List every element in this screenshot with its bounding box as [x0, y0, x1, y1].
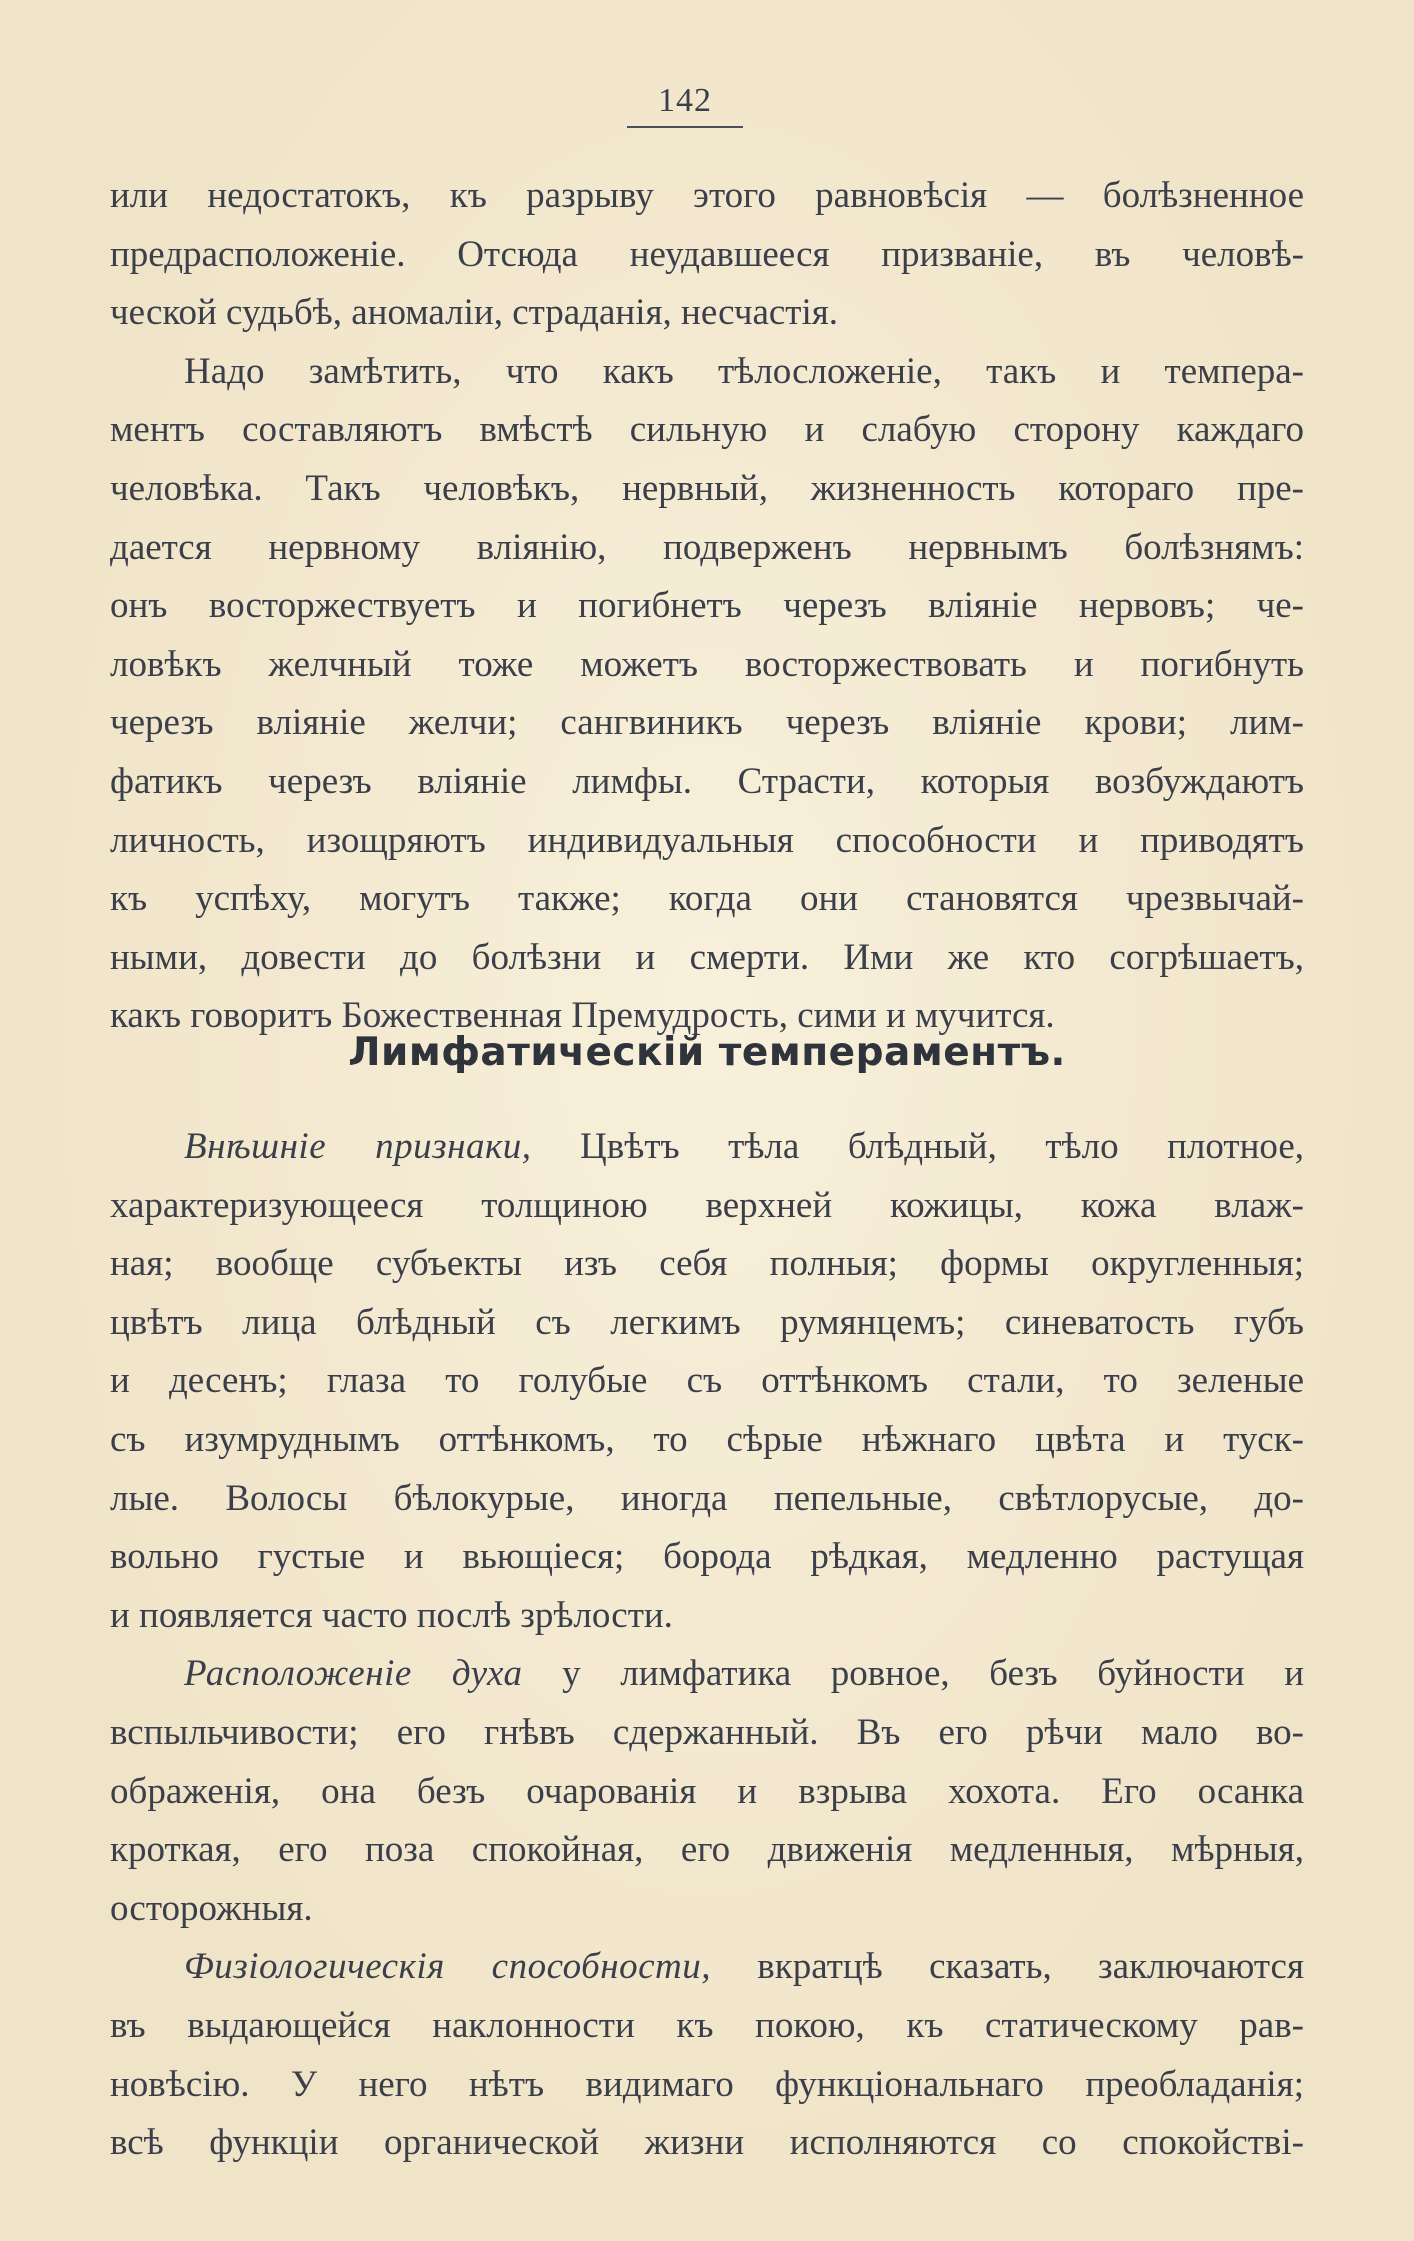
- text-line: съ изумруднымъ оттѣнкомъ, то сѣрые нѣжнаго цвѣта и туск-: [110, 1418, 1304, 1460]
- text-line: и появляется часто послѣ зрѣлости.: [110, 1594, 673, 1636]
- text-fragment: у лимфатика ровное, безъ буйности и: [522, 1653, 1304, 1695]
- text-line: вольно густые и вьющіеся; борода рѣдкая, медленно растущая: [110, 1536, 1304, 1578]
- text-line: вспыльчивости; его гнѣвъ сдержанный. Въ его рѣчи мало во-: [110, 1711, 1304, 1753]
- text-line: фатикъ черезъ вліяніе лимфы. Страсти, которыя возбуждаютъ: [110, 760, 1304, 802]
- text-line: дается нервному вліянію, подверженъ нервнымъ болѣзнямъ:: [110, 526, 1304, 568]
- text-line: [110, 1938, 1304, 1997]
- text-line: ображенія, она безъ очарованія и взрыва хохота. Его осанка: [110, 1770, 1304, 1812]
- text-line: ными, довести до болѣзни и смерти. Ими же кто согрѣшаетъ,: [110, 936, 1304, 978]
- text-line: Надо замѣтить, что какъ тѣлосложеніе, такъ и темпера-: [184, 350, 1304, 392]
- text-line: къ успѣху, могутъ также; когда они становятся чрезвычай-: [110, 878, 1304, 920]
- text-block-top: [110, 167, 1304, 1046]
- text-line: осторожныя.: [110, 1887, 313, 1929]
- italic-term: Внѣшніе признаки,: [184, 1126, 532, 1167]
- text-line: ная; вообще субъекты изъ себя полныя; формы округленныя;: [110, 1243, 1304, 1285]
- text-block-bottom: [110, 1118, 1304, 2173]
- text-line: или недостатокъ, къ разрыву этого равновѣсія — болѣзненное: [110, 175, 1304, 216]
- page-number: 142: [627, 82, 743, 128]
- text-line: какъ говоритъ Божественная Премудрость, сими и мучится.: [110, 995, 1055, 1037]
- text-line: ческой судьбѣ, аномаліи, страданія, несчастія.: [110, 292, 839, 334]
- italic-term: Расположеніе духа: [184, 1653, 523, 1695]
- text-fragment: Цвѣтъ тѣла блѣдный, тѣло плотное,: [531, 1126, 1304, 1167]
- section-heading: Лимфатическій темпераментъ.: [348, 1030, 1066, 1075]
- text-line: человѣка. Такъ человѣкъ, нервный, жизненность котораго пре-: [110, 467, 1304, 509]
- text-line: всѣ функціи органической жизни исполняются со спокойстві-: [110, 2122, 1304, 2164]
- text-line: [110, 1118, 1304, 1177]
- text-line: [110, 1645, 1304, 1704]
- text-line: личность, изощряютъ индивидуальныя способности и приводятъ: [110, 819, 1304, 861]
- text-line: лые. Волосы бѣлокурые, иногда пепельные, свѣтлорусые, до-: [110, 1477, 1304, 1519]
- text-line: ловѣкъ желчный тоже можетъ восторжествовать и погибнуть: [110, 643, 1304, 685]
- text-line: и десенъ; глаза то голубые съ оттѣнкомъ стали, то зеленые: [110, 1360, 1304, 1402]
- text-line: черезъ вліяніе желчи; сангвиникъ черезъ вліяніе крови; лим-: [110, 702, 1304, 744]
- text-line: цвѣтъ лица блѣдный съ легкимъ румянцемъ; синеватость губъ: [110, 1301, 1304, 1343]
- text-line: ментъ составляютъ вмѣстѣ сильную и слабую сторону каждаго: [110, 409, 1304, 451]
- text-line: новѣсію. У него нѣтъ видимаго функціональнаго преобладанія;: [110, 2063, 1304, 2105]
- text-line: кроткая, его поза спокойная, его движенія медленныя, мѣрныя,: [110, 1829, 1304, 1871]
- text-line: предрасположеніе. Отсюда неудавшееся призваніе, въ человѣ-: [110, 233, 1304, 275]
- text-line: въ выдающейся наклонности къ покою, къ статическому рав-: [110, 2004, 1304, 2046]
- text-line: характеризующееся толщиною верхней кожицы, кожа влаж-: [110, 1184, 1304, 1226]
- text-fragment: вкратцѣ сказать, заключаются: [710, 1946, 1304, 1988]
- text-line: онъ восторжествуетъ и погибнетъ черезъ вліяніе нервовъ; че-: [110, 585, 1304, 627]
- italic-term: Физіологическія способности,: [184, 1946, 711, 1988]
